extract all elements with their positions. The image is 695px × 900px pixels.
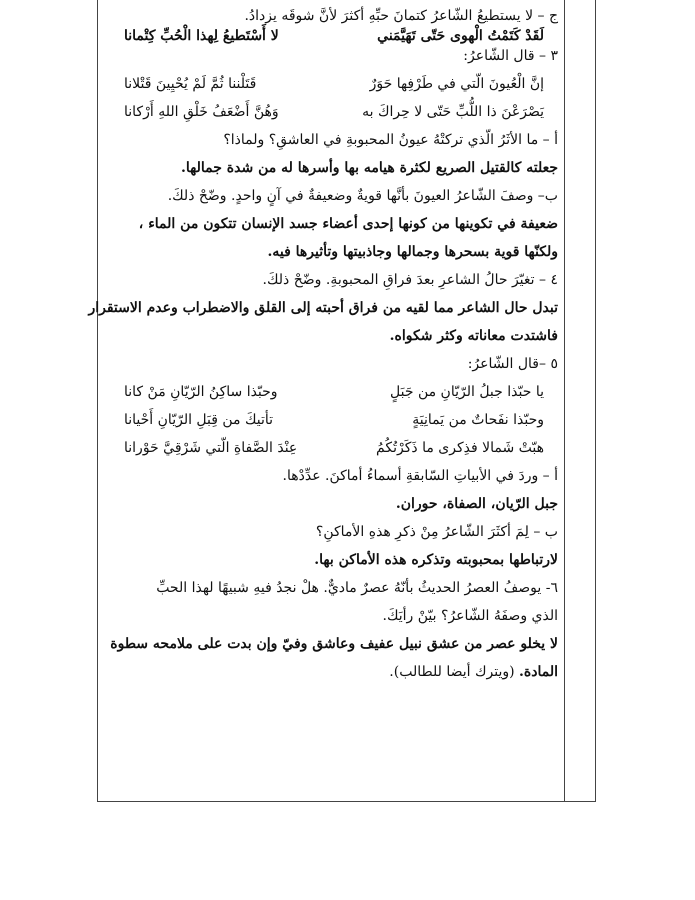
question-3a: أ – ما الأثَرُ الّذي تركتْهُ عيونُ المحبوبةِ في العاشقِ؟ ولماذا؟: [223, 132, 558, 148]
answer-6-note: (ويترك أيضا للطالب).: [389, 664, 515, 680]
verse-second-half: تأتيكَ من قِبَلِ الرّيّانِ أَحْيانا: [124, 412, 274, 428]
verse-second-half: وحبّذا ساكِنُ الرّيّانِ مَنْ كانا: [124, 384, 278, 400]
verse-second-half: قَتَلْننا ثُمَّ لَمْ يُحْيِينَ قَتْلانا: [124, 76, 257, 92]
question-3-intro: ٣ – قال الشّاعرُ:: [463, 48, 558, 64]
verse-5-3: [104, 438, 558, 458]
question-4: ٤ – تغيّرَ حالُ الشاعرِ بعدَ فراقِ المحبوبةِ. وضّحْ ذلكَ.: [262, 272, 558, 288]
verse-first-half: هبّتْ شَمالا فذِكرى ما ذَكَرْتُكُمُ: [376, 440, 544, 456]
verse-first-half: إنَّ الْعُيونَ الّتي في طَرْفِها حَوَرٌ: [369, 76, 544, 92]
question-5-intro: ٥ –قال الشّاعرُ:: [467, 356, 558, 372]
verse-5-1: [104, 382, 558, 402]
answer-4-line-1: تبدل حال الشاعر مما لقيه من فراق أحبته إلى القلق والاضطراب وعدم الاستقرار: [88, 300, 558, 316]
answer-5b: لارتباطها بمحبوبته وتذكره هذه الأماكن بها.: [314, 552, 558, 568]
question-6-line-2: الذي وصفَهُ الشّاعرُ؟ بيّنْ رأيَكَ.: [382, 608, 558, 624]
verse-first-half: لَقَدْ كَتَمْتُ الْهوى حَتّى تَهَيَّمَني: [377, 28, 544, 44]
answer-2c-verse: [104, 26, 558, 46]
verse-second-half: عِنْدَ الصَّفاةِ الّتي شَرْقِيَّ حَوْرانا: [124, 440, 298, 456]
verse-first-half: وحبّذا نفَحاتٌ من يَمانِيَةٍ: [412, 412, 544, 428]
question-5b: ب – لِمَ أكثَرَ الشّاعرُ مِنْ ذكرِ هذهِ الأماكنِ؟: [315, 524, 558, 540]
answer-3a: جعلته كالقتيل الصريع لكثرة هيامه بها وأسرها له من شدة جمالها.: [181, 160, 558, 176]
answer-6-bold-text: المادة.: [519, 664, 558, 680]
answer-3b-line-1: ضعيفة في تكوينها من كونها إحدى أعضاء جسد الإنسان تتكون من الماء ،: [138, 216, 558, 232]
question-3b: ب– وصفَ الشّاعرُ العيونَ بأنَّها قويةٌ وضعيفةٌ في آنٍ واحدٍ. وضّحْ ذلكَ.: [167, 188, 558, 204]
answer-4-line-2: فاشتدت معاناته وكثر شكواه.: [389, 328, 558, 344]
verse-3-2: [104, 102, 558, 122]
verse-second-half: وَهُنَّ أَضْعَفُ خَلْقِ اللهِ أَرْكانا: [124, 104, 279, 120]
question-5a: أ – وردَ في الأبياتِ السّابقةِ أسماءُ أماكنَ. عدِّدْها.: [282, 468, 558, 484]
worksheet-content: [88, 6, 558, 682]
answer-6-line-2: [104, 662, 558, 682]
verse-first-half: يا حبّذا جبلُ الرّيّانِ من جَبَلٍ: [390, 384, 544, 400]
question-6-line-1: ٦- يوصفُ العصرُ الحديثُ بأنّهُ عصرٌ ماديٌّ. هلْ نجدُ فيهِ شبيهًا لهذا الحبِّ: [156, 580, 558, 596]
table-column-divider: [564, 0, 565, 801]
verse-3-1: [104, 74, 558, 94]
verse-second-half: لا أَسْتَطيعُ لِهذا الْحُبِّ كِتْمانا: [124, 28, 279, 44]
verse-5-2: [104, 410, 558, 430]
answer-3b-line-2: ولكنّها قوية بسحرها وجمالها وجاذبيتها وتأثيرها فيه.: [267, 244, 558, 260]
answer-6-line-1: لا يخلو عصر من عشق نبيل عفيف وعاشق وفيّ وإن بدت على ملامحه سطوة: [110, 636, 558, 652]
verse-first-half: يَصْرَعْنَ ذا اللُّبِّ حَتّى لا حِراكَ به: [362, 104, 544, 120]
answer-5a: جبل الرّيان، الصفاة، حوران.: [395, 496, 558, 512]
question-2c: ج – لا يستطيعُ الشّاعرُ كتمانَ حبِّهِ أكثرَ لأنَّ شوقَه يزدادُ.: [244, 8, 558, 24]
